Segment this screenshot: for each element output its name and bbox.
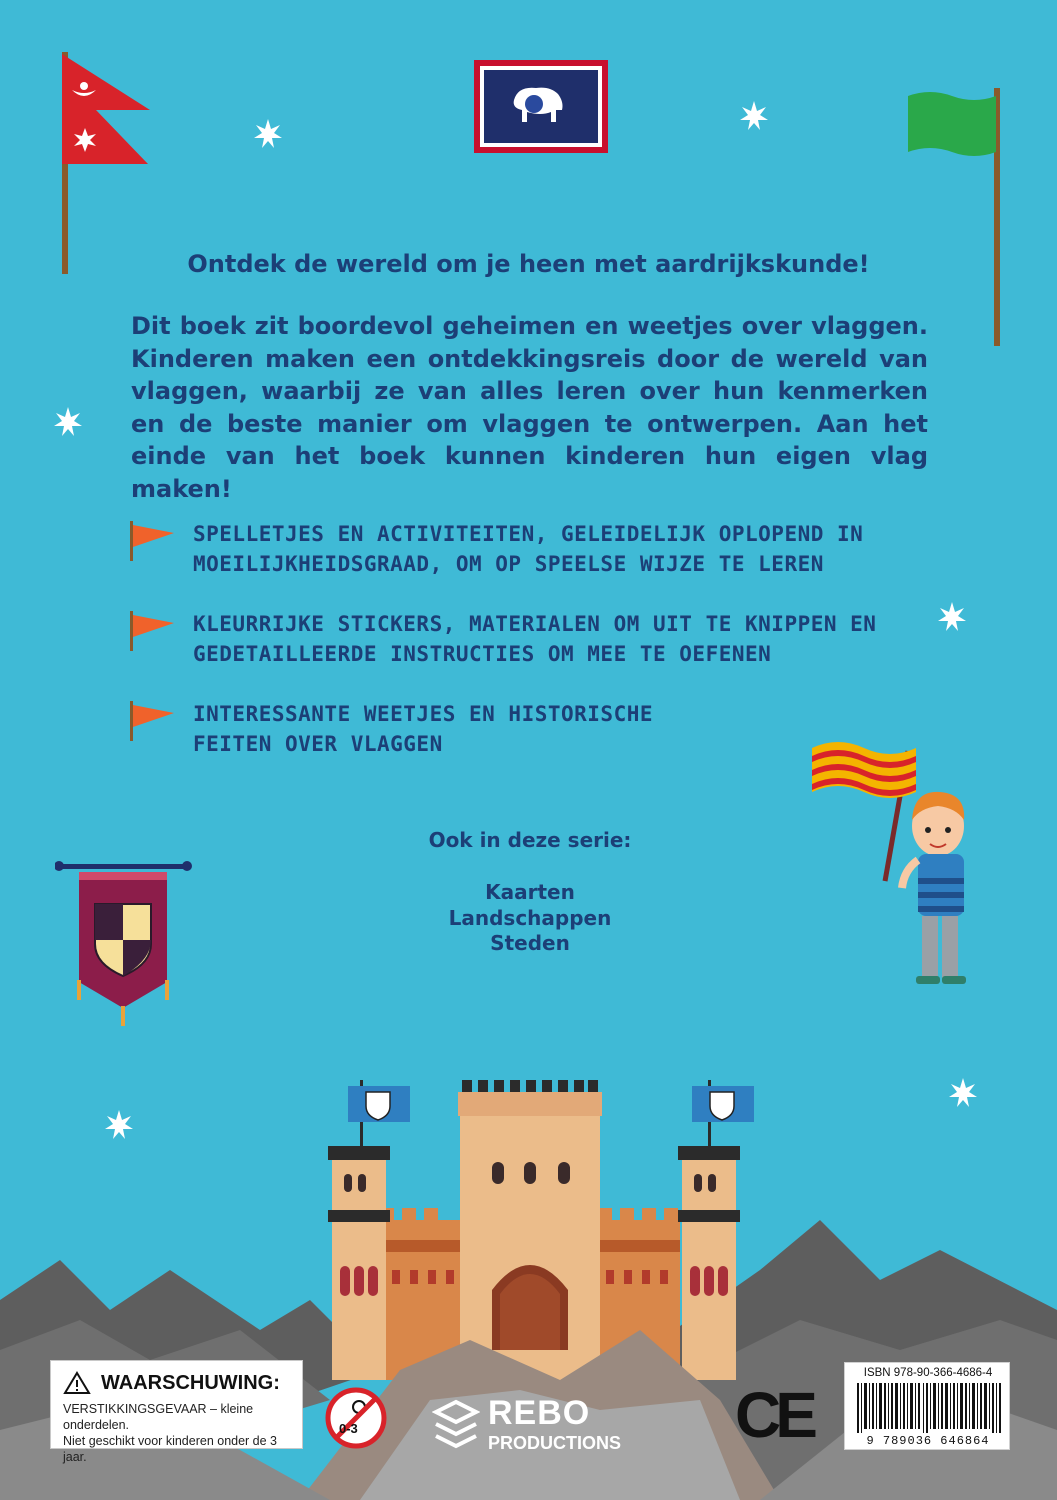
publisher-logo xyxy=(432,1394,642,1454)
headline: Ontdek de wereld om je heen met aardrijkskunde! xyxy=(187,250,870,278)
bullet-line: GEDETAILLEERDE INSTRUCTIES OM MEE TE OEFENEN xyxy=(193,642,772,666)
series-item: Steden xyxy=(490,931,570,955)
bullet-item xyxy=(130,699,890,761)
warning-line: VERSTIKKINGSGEVAAR – kleine onderdelen. xyxy=(63,1402,254,1432)
series-item: Landschappen xyxy=(448,905,612,930)
no-small-children-icon xyxy=(325,1387,387,1449)
pennant-icon xyxy=(130,701,176,741)
green-flag-icon xyxy=(906,86,1006,348)
series-title: Ook in deze serie: xyxy=(428,828,632,852)
warning-line: Niet geschikt voor kinderen onder de 3 jaar. xyxy=(63,1434,278,1464)
pennant-icon xyxy=(130,611,176,651)
series-item: Kaarten xyxy=(485,880,575,904)
bullet-line: MOEILIJKHEIDSGRAAD, OM OP SPEELSE WIJZE TE LEREN xyxy=(193,552,824,576)
warning-triangle-icon xyxy=(63,1371,91,1395)
bullet-line: INTERESSANTE WEETJES EN HISTORISCHE xyxy=(193,702,654,726)
pennant-icon xyxy=(130,521,176,561)
rebo-logo-icon xyxy=(432,1398,480,1450)
barcode-digits: 9 789036 646864 xyxy=(866,1434,990,1448)
sparkle-icon xyxy=(54,407,82,436)
bullet-line: KLEURRIJKE STICKERS, MATERIALEN OM UIT TE KNIPPEN EN xyxy=(193,612,877,636)
isbn-label: ISBN 978-90-366-4686-4 xyxy=(863,1367,993,1379)
ce-mark: CE xyxy=(735,1379,812,1451)
sparkle-icon xyxy=(938,602,966,631)
nepal-flag-icon xyxy=(58,52,158,277)
intro-paragraph: Dit boek zit boordevol geheimen en weetjes over vlaggen. Kinderen maken een ontdekkingsreis door de wereld van vlaggen, waarbij ze van alles leren over hun kenmerken en de beste manier om vlaggen te ontwerpen. Aan het einde van het boek kunnen kinderen hun eigen vlag maken! xyxy=(131,312,928,503)
publisher-sub: PRODUCTIONS xyxy=(488,1433,622,1453)
warning-title: WAARSCHUWING: xyxy=(101,1371,280,1394)
isbn-barcode xyxy=(844,1362,1010,1450)
series-list xyxy=(380,880,680,957)
warning-box xyxy=(50,1360,303,1464)
bullet-item xyxy=(130,519,890,581)
age-label: 0-3 xyxy=(339,1421,358,1436)
barcode-icon xyxy=(857,1383,1001,1433)
wyoming-flag-icon xyxy=(474,60,608,153)
sparkle-icon xyxy=(254,119,282,148)
bullet-line: FEITEN OVER VLAGGEN xyxy=(193,732,443,756)
bullet-item xyxy=(130,609,890,671)
bullet-line: SPELLETJES EN ACTIVITEITEN, GELEIDELIJK OPLOPEND IN xyxy=(193,522,864,546)
publisher-name: REBO xyxy=(488,1394,591,1432)
boy-with-flag-icon xyxy=(808,740,978,990)
heraldic-banner-icon xyxy=(55,860,195,1030)
sparkle-icon xyxy=(740,101,768,130)
